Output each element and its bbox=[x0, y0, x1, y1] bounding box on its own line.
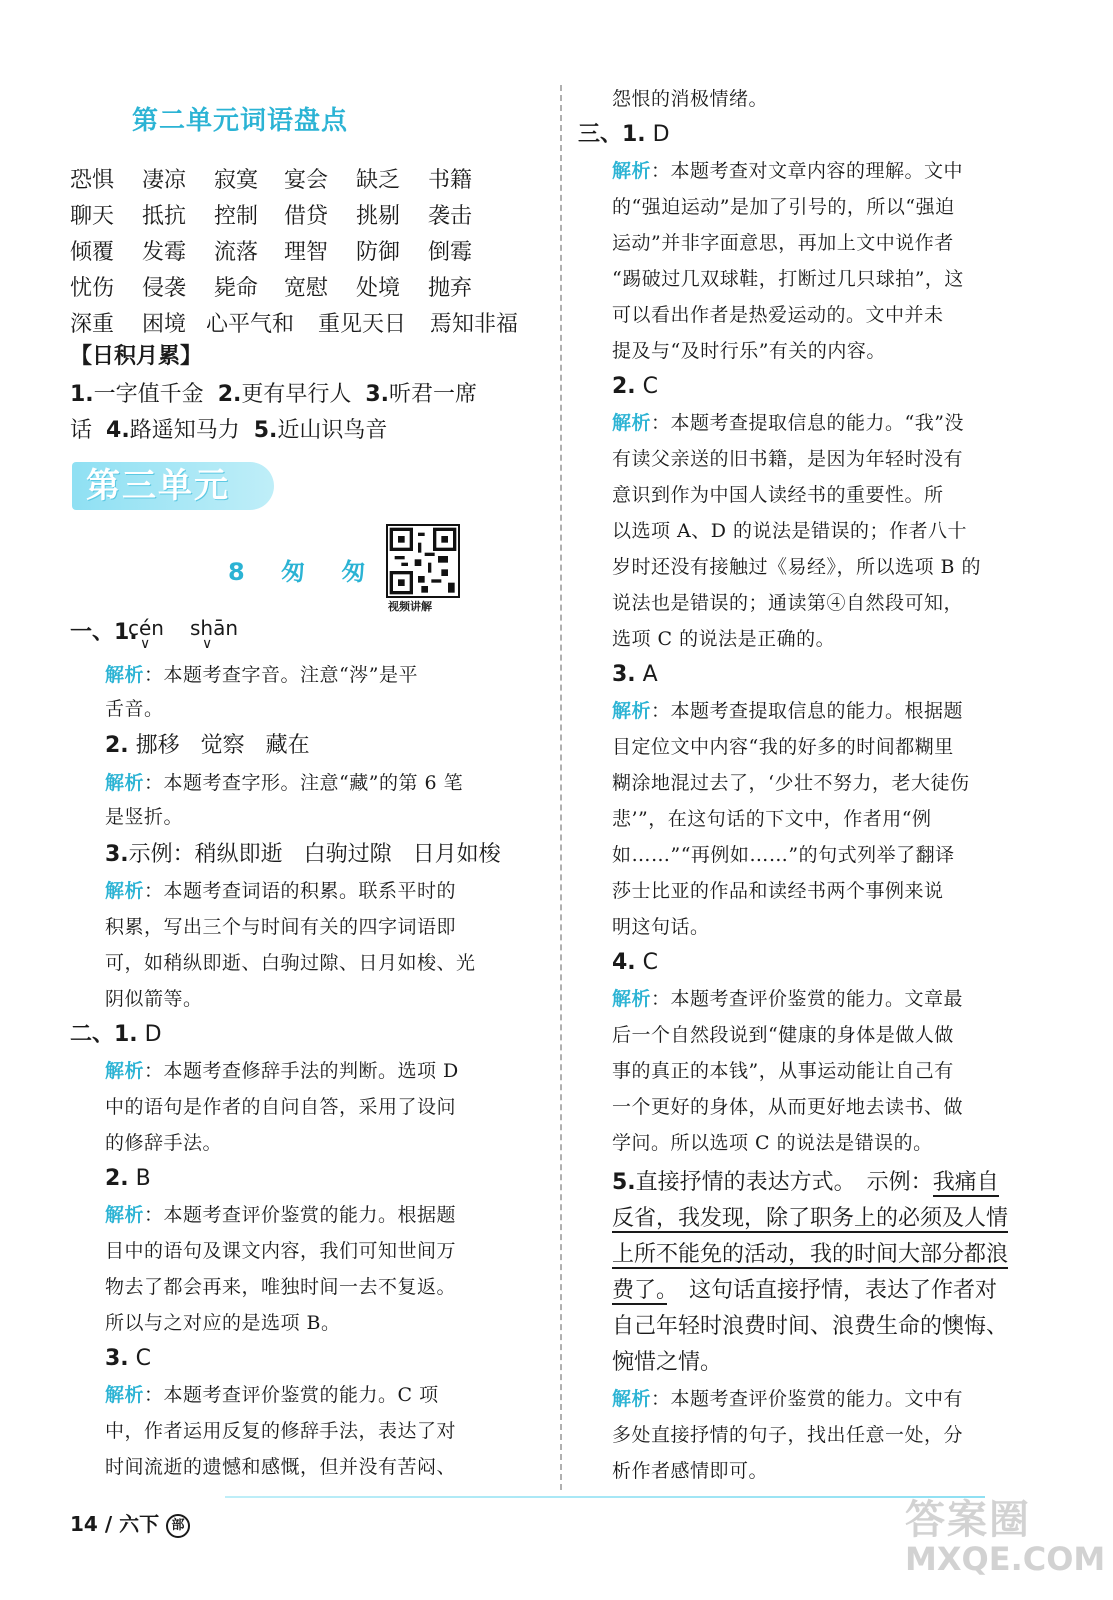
word: 防御 bbox=[356, 240, 401, 265]
qr-label: 视频讲解 bbox=[388, 600, 432, 613]
word: 理智 bbox=[284, 240, 329, 265]
analysis: 解析：本题考查提取信息的能力。“我”没 bbox=[612, 412, 964, 434]
word: 借贷 bbox=[284, 204, 329, 229]
analysis-line: 物去了都会再来，唯独时间一去不复返。 bbox=[105, 1276, 457, 1298]
word: 缺乏 bbox=[356, 168, 401, 193]
word: 宽慰 bbox=[284, 276, 329, 301]
analysis-line: 的“强迫运动”是加了引号的，所以“强迫 bbox=[612, 196, 955, 218]
word: 聊天 bbox=[70, 204, 115, 229]
answer-line: 5.直接抒情的表达方式。 示例：我痛自 bbox=[612, 1170, 999, 1195]
analysis: 解析：本题考查提取信息的能力。根据题 bbox=[612, 700, 964, 722]
analysis-line: 中的语句是作者的自问自答，采用了设问 bbox=[105, 1096, 457, 1118]
accumulate-line: 1.一字值千金 2.更有早行人 3.听君一席 bbox=[70, 382, 478, 407]
analysis: 解析：本题考查修辞手法的判断。选项 D bbox=[105, 1060, 459, 1082]
question-number: 一、1. bbox=[70, 620, 138, 645]
analysis-line: 舌音。 bbox=[105, 698, 164, 720]
analysis-line: 悲’”，在这句话的下文中，作者用“例 bbox=[612, 808, 932, 830]
analysis-line: “踢破过几双球鞋，打断过几只球拍”，这 bbox=[612, 268, 964, 290]
analysis-line: 可以看出作者是热爱运动的。文中并未 bbox=[612, 304, 944, 326]
analysis-line: 的修辞手法。 bbox=[105, 1132, 223, 1154]
continued-line: 怨恨的消极情绪。 bbox=[612, 88, 769, 110]
page-number: 14 bbox=[70, 1512, 98, 1536]
page-footer: 14 / 六下 部 bbox=[70, 1508, 190, 1538]
word: 处境 bbox=[356, 276, 401, 301]
analysis-line: 选项 C 的说法是正确的。 bbox=[612, 628, 836, 650]
answer-line: 3.示例：稍纵即逝 白驹过隙 日月如梭 bbox=[105, 842, 501, 867]
word: 恐惧 bbox=[70, 168, 115, 193]
word: 寂寞 bbox=[214, 168, 259, 193]
word: 倾覆 bbox=[70, 240, 115, 265]
tone-mark-icon: ∨ bbox=[202, 636, 213, 652]
word: 挑剔 bbox=[356, 204, 401, 229]
analysis: 解析：本题考查评价鉴赏的能力。根据题 bbox=[105, 1204, 457, 1226]
analysis-line: 意识到作为中国人读经书的重要性。所 bbox=[612, 484, 944, 506]
analysis-line: 阴似箭等。 bbox=[105, 988, 203, 1010]
column-divider bbox=[560, 85, 562, 1490]
word: 抵抗 bbox=[142, 204, 187, 229]
word: 控制 bbox=[214, 204, 259, 229]
answer-line: 3. C bbox=[105, 1346, 152, 1371]
word: 忧伤 bbox=[70, 276, 115, 301]
word: 毙命 bbox=[214, 276, 259, 301]
analysis-line: 以选项 A、D 的说法是错误的；作者八十 bbox=[612, 520, 968, 542]
answer-line: 费了。 这句话直接抒情，表达了作者对 bbox=[612, 1278, 998, 1303]
analysis-line: 目定位文中内容“我的好多的时间都糊里 bbox=[612, 736, 954, 758]
analysis-line: 运动”并非字面意思，再加上文中说作者 bbox=[612, 232, 954, 254]
analysis-line: 糊涂地混过去了，‘少壮不努力，老大徒伤 bbox=[612, 772, 970, 794]
analysis-line: 提及与“及时行乐”有关的内容。 bbox=[612, 340, 886, 362]
analysis-line: 莎士比亚的作品和读经书两个事例来说 bbox=[612, 880, 944, 902]
analysis-line: 有读父亲送的旧书籍，是因为年轻时没有 bbox=[612, 448, 964, 470]
answer-line: 2. 挪移 觉察 藏在 bbox=[105, 733, 310, 758]
analysis: 解析：本题考查字音。注意“涔”是平 bbox=[105, 664, 418, 686]
word: 困境 bbox=[142, 312, 187, 337]
analysis: 解析：本题考查评价鉴赏的能力。C 项 bbox=[105, 1384, 439, 1406]
word: 深重 bbox=[70, 312, 115, 337]
word: 流落 bbox=[214, 240, 259, 265]
analysis-line: 析作者感情即可。 bbox=[612, 1460, 769, 1482]
edition-badge-icon: 部 bbox=[166, 1514, 190, 1538]
section-title: 第二单元词语盘点 bbox=[131, 106, 348, 136]
answer-line: 反省，我发现，除了职务上的必须及人情 bbox=[612, 1206, 1009, 1231]
qr-code-icon bbox=[388, 526, 458, 596]
word: 宴会 bbox=[284, 168, 329, 193]
word: 心平气和 bbox=[206, 312, 295, 337]
footer-rule bbox=[225, 1496, 985, 1498]
answer-line: 三、1. D bbox=[578, 122, 670, 147]
lesson-title: 8 匆 匆 bbox=[228, 558, 380, 586]
watermark-logo: 答案圈 bbox=[905, 1497, 1031, 1543]
word: 焉知非福 bbox=[430, 312, 519, 337]
analysis-line: 时间流逝的遗憾和感慨，但并没有苦闷、 bbox=[105, 1456, 457, 1478]
analysis-line: 明这句话。 bbox=[612, 916, 710, 938]
analysis-line: 学问。所以选项 C 的说法是错误的。 bbox=[612, 1132, 933, 1154]
analysis-line: 岁时还没有接触过《易经》，所以选项 B 的 bbox=[612, 556, 982, 578]
analysis-line: 多处直接抒情的句子，找出任意一处，分 bbox=[612, 1424, 964, 1446]
analysis-line: 积累，写出三个与时间有关的四字词语即 bbox=[105, 916, 457, 938]
unit-banner: 第三单元 bbox=[72, 462, 274, 510]
word: 凄凉 bbox=[142, 168, 187, 193]
answer-line: 2. C bbox=[612, 374, 659, 399]
analysis: 解析：本题考查评价鉴赏的能力。文章最 bbox=[612, 988, 964, 1010]
word: 侵袭 bbox=[142, 276, 187, 301]
answer-line: 自己年轻时浪费时间、浪费生命的懊悔、 bbox=[612, 1314, 1009, 1339]
word: 重见天日 bbox=[318, 312, 407, 337]
accumulate-line: 话 4.路遥知马力 5.近山识鸟音 bbox=[70, 418, 388, 443]
analysis-line: 目中的语句及课文内容，我们可知世间万 bbox=[105, 1240, 457, 1262]
answer-line: 2. B bbox=[105, 1166, 151, 1191]
analysis-line: 可，如稍纵即逝、白驹过隙、日月如梭、光 bbox=[105, 952, 476, 974]
answer-line: 4. C bbox=[612, 950, 659, 975]
answer-line: 惋惜之情。 bbox=[612, 1350, 723, 1375]
word: 书籍 bbox=[428, 168, 473, 193]
analysis-line: 所以与之对应的是选项 B。 bbox=[105, 1312, 341, 1334]
tone-mark-icon: ∨ bbox=[140, 636, 151, 652]
answer-line: 二、1. D bbox=[70, 1022, 162, 1047]
analysis-line: 后一个自然段说到“健康的身体是做人做 bbox=[612, 1024, 954, 1046]
analysis: 解析：本题考查词语的积累。联系平时的 bbox=[105, 880, 457, 902]
analysis: 解析：本题考查评价鉴赏的能力。文中有 bbox=[612, 1388, 964, 1410]
pinyin: cén bbox=[128, 616, 164, 640]
answer-line: 3. A bbox=[612, 662, 658, 687]
analysis-line: 一个更好的身体，从而更好地去读书、做 bbox=[612, 1096, 964, 1118]
qr-code[interactable] bbox=[386, 524, 460, 598]
grade-label: 六下 bbox=[119, 1512, 160, 1536]
word: 发霉 bbox=[142, 240, 187, 265]
analysis-line: 中，作者运用反复的修辞手法，表达了对 bbox=[105, 1420, 457, 1442]
analysis: 解析：本题考查对文章内容的理解。文中 bbox=[612, 160, 964, 182]
accumulate-title: 【日积月累】 bbox=[70, 344, 203, 369]
word: 抛弃 bbox=[428, 276, 473, 301]
analysis: 解析：本题考查字形。注意“藏”的第 6 笔 bbox=[105, 772, 464, 794]
analysis-line: 是竖折。 bbox=[105, 806, 184, 828]
answer-line: 上所不能免的活动，我的时间大部分都浪 bbox=[612, 1242, 1009, 1267]
watermark-url: MXQE.COM bbox=[905, 1540, 1106, 1578]
analysis-line: 如……”“再例如……”的句式列举了翻译 bbox=[612, 844, 955, 866]
pinyin: shān bbox=[190, 616, 239, 640]
analysis-line: 说法也是错误的；通读第④自然段可知， bbox=[612, 592, 964, 614]
analysis-line: 事的真正的本钱”，从事运动能让自己有 bbox=[612, 1060, 954, 1082]
word: 倒霉 bbox=[428, 240, 473, 265]
word: 袭击 bbox=[428, 204, 473, 229]
